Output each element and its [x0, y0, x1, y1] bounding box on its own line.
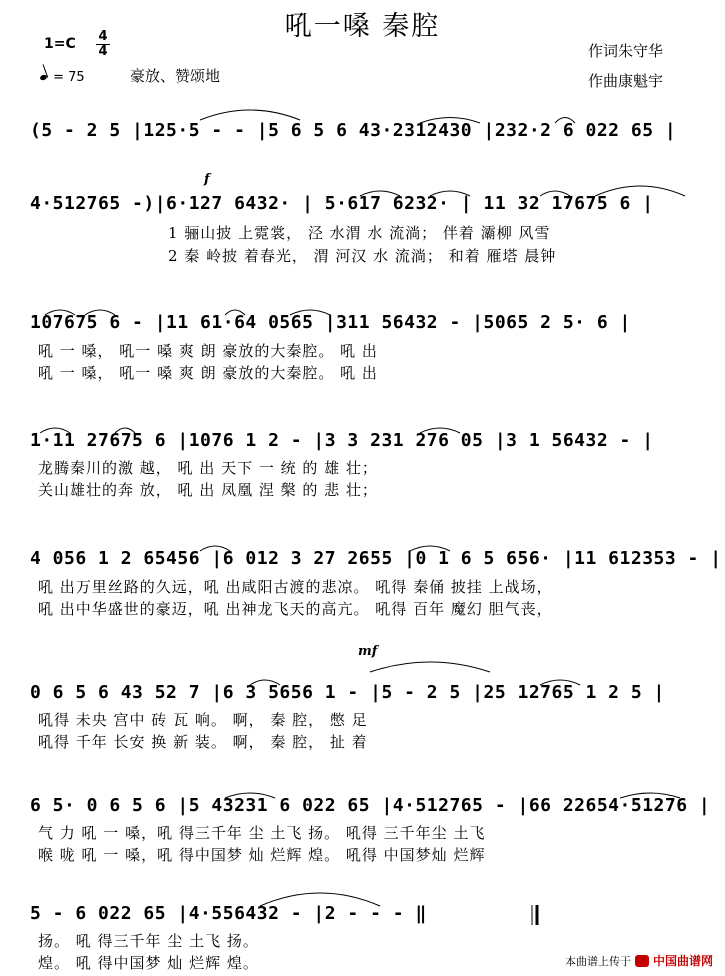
site-logo-icon: [635, 955, 649, 967]
key-signature: 1=C: [44, 36, 76, 52]
slur-mark: [555, 118, 575, 124]
lyrics-verse-1: 扬。 吼 得三千年 尘 土飞 扬。: [38, 932, 259, 950]
score-system-7: 6 5· 0 6 5 6 |5 43231 6 022 65 |4·512765 - |66 22654·51276 |: [30, 795, 711, 816]
slur-mark: [420, 118, 480, 124]
slur-mark: [200, 110, 300, 120]
score-system-3: 107675 6 - |11 61·64 0565 |311 56432 - |5065 2 5· 6 |: [30, 312, 631, 333]
score-system-1: (5 - 2 5 |125·5 - - |5 6 5 6 43·2312430 |232·2 6 022 65 |: [30, 120, 677, 141]
page-title: 吼一嗓 秦腔: [284, 11, 441, 42]
lyrics-verse-1: 龙腾秦川的激 越， 吼 出 天下 一 统 的 雄 壮；: [38, 459, 378, 477]
slur-mark: [40, 428, 70, 433]
slur-mark: [200, 546, 230, 551]
slur-mark: [540, 191, 570, 196]
slur-mark: [225, 310, 245, 315]
slur-mark: [360, 191, 400, 196]
lyrics-verse-2: 关山雄壮的奔 放， 吼 出 凤凰 涅 槃 的 悲 壮；: [38, 481, 378, 499]
lyrics-verse-2: 煌。 吼 得中国梦 灿 烂辉 煌。: [38, 954, 259, 972]
slur-mark: [370, 662, 490, 672]
slur-mark: [540, 680, 580, 685]
lyrics-verse-1: 1 骊山披 上霓裳， 泾 水渭 水 流淌； 伴着 灞柳 风雪: [168, 224, 551, 242]
score-system-2: 4·512765 -)|6·127 6432· | 5·617 6232· | 11 32 17675 6 |: [30, 193, 654, 214]
score-system-6: 0 6 5 6 43 52 7 |6 3 5656 1 - |5 - 2 5 |25 12765 1 2 5 |: [30, 682, 665, 703]
slur-mark: [250, 680, 280, 685]
score-system-5: 4 056 1 2 65456 |6 012 3 27 2655 |0 1 6 5 656· |11 612353 - |: [30, 548, 722, 569]
upload-text: 本曲谱上传于: [564, 954, 631, 968]
slur-mark: [45, 310, 75, 315]
dynamic-marking: mf: [358, 644, 378, 659]
lyrics-verse-1: 气 力 吼 一 嗓，吼 得三千年 尘 土飞 扬。 吼得 三千年尘 土飞: [38, 824, 486, 842]
score-system-8: 5 - 6 022 65 |4·556432 - |2 - - - ‖: [30, 903, 427, 924]
lyrics-verse-2: 吼得 千年 长安 换 新 装。 啊， 秦 腔， 扯 着: [38, 733, 368, 751]
slur-mark: [260, 893, 380, 906]
slur-mark: [85, 310, 115, 315]
dynamic-marking: f: [204, 172, 210, 187]
slur-mark: [225, 793, 275, 798]
lyrics-verse-2: 吼 出中华盛世的豪迈，吼 出神龙飞天的高亢。 吼得 百年 魔幻 胆气丧，: [38, 600, 553, 618]
score-system-4: 1·11 27675 6 |1076 1 2 - |3 3 231 276 05 |3 1 56432 - |: [30, 430, 654, 451]
upload-footer: [565, 952, 713, 969]
lyrics-verse-2: 2 秦 岭披 着春光， 渭 河汉 水 流淌； 和着 雁塔 晨钟: [168, 247, 557, 265]
lyrics-verse-1: 吼 出万里丝路的久远，吼 出咸阳古渡的悲凉。 吼得 秦俑 披挂 上战场，: [38, 578, 553, 596]
meter-bottom: 4: [96, 44, 110, 59]
meter-top: 4: [98, 29, 108, 44]
lyrics-verse-1: 吼 一 嗓， 吼一 嗓 爽 朗 豪放的大秦腔。 吼 出: [38, 342, 378, 360]
tempo-value: = 75: [53, 70, 85, 85]
expression-marking: 豪放、赞颂地: [130, 67, 221, 85]
composer-credit: 作曲康魁宇: [588, 72, 664, 90]
slur-mark: [595, 186, 685, 196]
lyrics-verse-2: 喉 咙 吼 一 嗓，吼 得中国梦 灿 烂辉 煌。 吼得 中国梦灿 烂辉: [38, 846, 486, 864]
slur-mark: [420, 428, 460, 433]
slur-mark: [620, 793, 680, 798]
slur-mark: [430, 191, 470, 196]
slur-mark: [290, 310, 330, 315]
lyrics-verse-2: 吼 一 嗓， 吼一 嗓 爽 朗 豪放的大秦腔。 吼 出: [38, 364, 378, 382]
slur-mark: [115, 428, 135, 433]
lyrics-verse-1: 吼得 未央 宫中 砖 瓦 响。 啊， 秦 腔， 憋 足: [38, 711, 368, 729]
lyricist-credit: 作词朱守华: [588, 42, 664, 60]
site-name[interactable]: 中国曲谱网: [652, 954, 713, 968]
slur-mark: [410, 546, 450, 551]
